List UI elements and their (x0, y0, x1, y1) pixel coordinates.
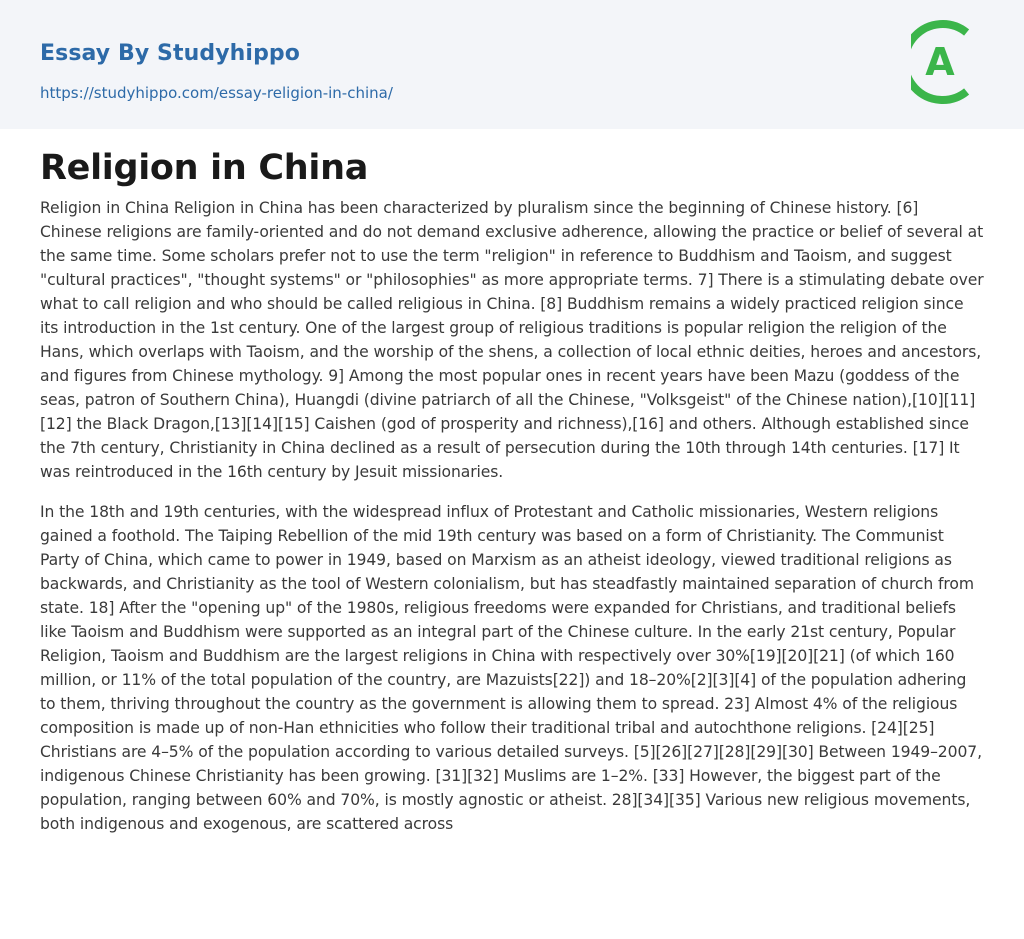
logo-letter: A (925, 40, 955, 84)
brand-title[interactable]: Essay By Studyhippo (40, 41, 300, 66)
source-url-link[interactable]: https://studyhippo.com/essay-religion-in-china/ (40, 84, 393, 102)
essay-content (40, 140, 984, 852)
studyhippo-logo-icon[interactable] (911, 18, 987, 106)
essay-paragraph: In the 18th and 19th centuries, with the widespread influx of Protestant and Catholic missionaries, Western religions gained a foothold. The Taiping Rebellion of the mid 19th century was based on a form of Christianity. The Communist Party of China, which came to power in 1949, based on Marxism as an atheist ideology, viewed traditional religions as backwards, and Christianity as the tool of Western colonialism, but has steadfastly maintained separation of church from state. 18] After the "opening up" of the 1980s, religious freedoms were expanded for Christians, and traditional beliefs like Taoism and Buddhism were supported as an integral part of the Chinese culture. In the early 21st century, Popular Religion, Taoism and Buddhism are the largest religions in China with respectively over 30%[19][20][21] (of which 160 million, or 11% of the total population of the country, are Mazuists[22]) and 18–20%[2][3][4] of the population adhering to them, thriving throughout the country as the government is allowing them to spread. 23] Almost 4% of the religious composition is made up of non-Han ethnicities who follow their traditional tribal and autochthone religions. [24][25] Christians are 4–5% of the population according to various detailed surveys. [5][26][27][28][29][30] Between 1949–2007, indigenous Chinese Christianity has been growing. [31][32] Muslims are 1–2%. [33] However, the biggest part of the population, ranging between 60% and 70%, is mostly agnostic or atheist. 28][34][35] Various new religious movements, both indigenous and exogenous, are scattered across (40, 503, 982, 833)
site-header (0, 0, 1024, 129)
essay-paragraph: Religion in China Religion in China has been characterized by pluralism since the beginning of Chinese history. [6] Chinese religions are family-oriented and do not demand exclusive adherence, allowing the practice or belief of several at the same time. Some scholars prefer not to use the term "religion" in reference to Buddhism and Taoism, and suggest "cultural practices", "thought systems" or "philosophies" as more appropriate terms. 7] There is a stimulating debate over what to call religion and who should be called religious in China. [8] Buddhism remains a widely practiced religion since its introduction in the 1st century. One of the largest group of religious traditions is popular religion the religion of the Hans, which overlaps with Taoism, and the worship of the shens, a collection of local ethnic deities, heroes and ancestors, and figures from Chinese mythology. 9] Among the most popular ones in recent years have been Mazu (goddess of the seas, patron of Southern China), Huangdi (divine patriarch of all the Chinese, "Volksgeist" of the Chinese nation),[10][11][12] the Black Dragon,[13][14][15] Caishen (god of prosperity and richness),[16] and others. Although established since the 7th century, Christianity in China declined as a result of persecution during the 10th through 14th centuries. [17] It was reintroduced in the 16th century by Jesuit missionaries. (40, 199, 984, 481)
essay-title: Religion in China (40, 148, 369, 188)
